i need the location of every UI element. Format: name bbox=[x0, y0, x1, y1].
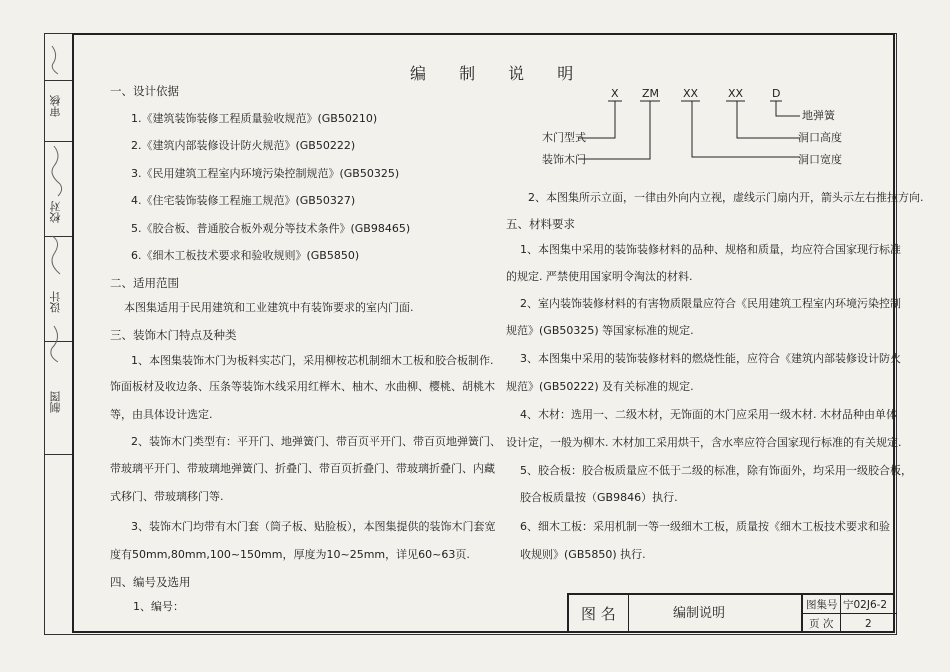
atlas-number-value: 宁02J6-2 bbox=[843, 599, 888, 611]
code-letter-d: D bbox=[772, 87, 781, 100]
section-5-line: 收规则》(GB5850) 执行. bbox=[520, 548, 646, 561]
section-3-line: 2、装饰木门类型有：平开门、地弹簧门、带百页平开门、带百页地弹簧门、 bbox=[131, 435, 501, 448]
code-letter-x: X bbox=[611, 87, 619, 100]
page-number-label: 页 次 bbox=[809, 618, 834, 630]
section-2-heading: 二、适用范围 bbox=[110, 276, 179, 290]
spec-item: 4.《住宅装饰装修工程施工规范》(GB50327) bbox=[131, 194, 356, 207]
section-3-line: 饰面板材及收边条、压条等装饰木线采用红榉木、柚木、水曲柳、樱桃、胡桃木 bbox=[110, 380, 495, 393]
section-4-item2: 2、本图集所示立面，一律由外向内立视，虚线示门扇内开，箭头示左右推拉方向. bbox=[528, 191, 924, 204]
atlas-number-label: 图集号 bbox=[806, 599, 838, 611]
section-5-line: 1、本图集中采用的装饰装修材料的品种、规格和质量，均应符合国家现行标准 bbox=[520, 243, 901, 256]
section-5-line: 设计定，一般为柳木. 木材加工采用烘干，含水率应符合国家现行标准的有关规定. bbox=[506, 436, 902, 449]
section-3-line: 度有50mm,80mm,100~150mm，厚度为10~25mm，详见60~63页. bbox=[110, 548, 470, 561]
section-3-heading: 三、装饰木门特点及种类 bbox=[110, 328, 237, 342]
section-5-line: 胶合板质量按（GB9846）执行. bbox=[520, 491, 678, 504]
title-block bbox=[567, 593, 895, 633]
section-4-item: 1、编号： bbox=[133, 600, 184, 613]
tuming-value: 编制说明 bbox=[673, 606, 726, 621]
section-3-line: 等，由具体设计选定. bbox=[110, 408, 213, 421]
side-label-design: 设计 bbox=[49, 291, 62, 313]
spec-item: 2.《建筑内部装修设计防火规范》(GB50222) bbox=[131, 139, 356, 152]
spec-item: 3.《民用建筑工程室内环境污染控制规范》(GB50325) bbox=[131, 167, 400, 180]
section-5-line: 3、本图集中采用的装饰装修材料的燃烧性能，应符合《建筑内部装修设计防火 bbox=[520, 352, 901, 365]
side-label-review: 审核 bbox=[49, 95, 62, 117]
code-label-floor-spring: 地弹簧 bbox=[802, 109, 835, 122]
code-label-opening-height: 洞口高度 bbox=[798, 131, 842, 144]
section-5-line: 规范》(GB50222) 及有关标准的规定. bbox=[506, 380, 694, 393]
section-3-line: 带玻璃平开门、带玻璃地弹簧门、折叠门、带百页折叠门、带玻璃折叠门、内藏 bbox=[110, 462, 495, 475]
section-5-line: 2、室内装饰装修材料的有害物质限量应符合《民用建筑工程室内环境污染控制 bbox=[520, 297, 901, 310]
side-label-check: 校对 bbox=[49, 201, 62, 223]
section-4-heading: 四、编号及选用 bbox=[110, 575, 191, 589]
section-1-heading: 一、设计依据 bbox=[110, 84, 179, 98]
tuming-label: 图 名 bbox=[581, 605, 616, 623]
code-letter-zm: ZM bbox=[642, 87, 660, 100]
section-3-line: 式移门、带玻璃移门等. bbox=[110, 490, 224, 503]
section-5-line: 的规定. 严禁使用国家明令淘汰的材料. bbox=[506, 270, 693, 283]
section-2-body: 本图集适用于民用建筑和工业建筑中有装饰要求的室内门面. bbox=[124, 301, 414, 314]
section-5-line: 4、木材：选用一、二级木材，无饰面的木门应采用一级木材. 木材品种由单体 bbox=[520, 408, 897, 421]
code-label-opening-width: 洞口宽度 bbox=[798, 153, 842, 166]
section-3-line: 3、装饰木门均带有木门套（筒子板、贴脸板），本图集提供的装饰木门套宽 bbox=[131, 520, 496, 533]
code-label-door-type: 木门型式 bbox=[542, 131, 586, 144]
section-5-heading: 五、材料要求 bbox=[506, 217, 575, 231]
spec-item: 5.《胶合板、普通胶合板外观分等技术条件》(GB98465) bbox=[131, 222, 411, 235]
section-5-line: 6、细木工板：采用机制一等一级细木工板，质量按《细木工板技术要求和验 bbox=[520, 520, 890, 533]
page-number-value: 2 bbox=[865, 618, 872, 630]
page-title: 编 制 说 明 bbox=[410, 64, 588, 83]
section-5-line: 规范》(GB50325) 等国家标准的规定. bbox=[506, 324, 694, 337]
section-3-line: 1、本图集装饰木门为板料实芯门，采用柳桉芯机制细木工板和胶合板制作. bbox=[131, 354, 494, 367]
code-letter-xx2: XX bbox=[728, 87, 744, 100]
spec-item: 6.《细木工板技术要求和验收规则》(GB5850) bbox=[131, 249, 360, 262]
code-letter-xx1: XX bbox=[683, 87, 699, 100]
side-label-draw: 制图 bbox=[49, 391, 62, 413]
spec-item: 1.《建筑装饰装修工程质量验收规范》(GB50210) bbox=[131, 112, 378, 125]
section-5-line: 5、胶合板：胶合板质量应不低于二级的标准，除有饰面外，均采用一级胶合板， bbox=[520, 464, 912, 477]
code-label-decorative-door: 装饰木门 bbox=[542, 153, 586, 166]
